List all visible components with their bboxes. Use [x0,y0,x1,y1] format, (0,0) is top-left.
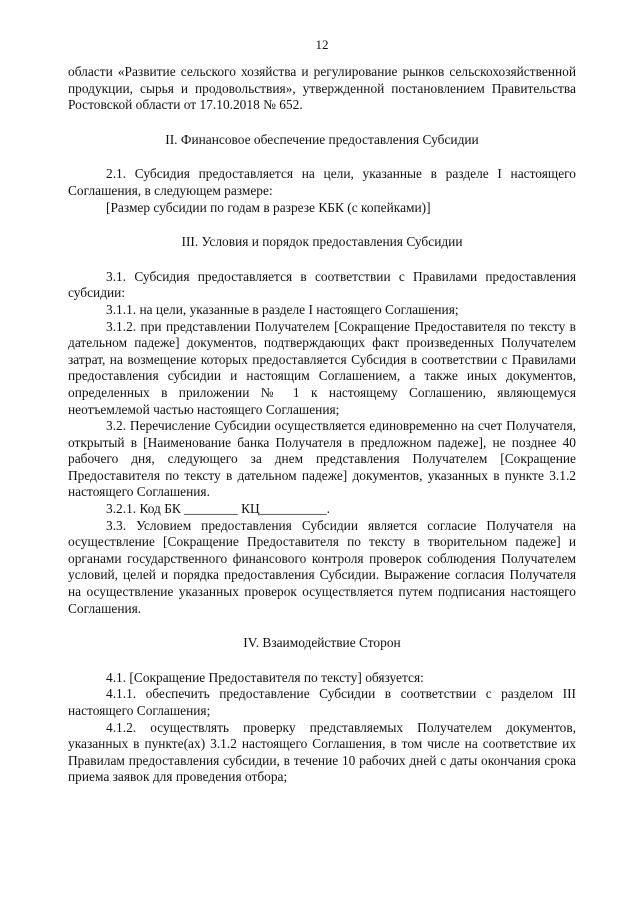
paragraph-3-2: 3.2. Перечисление Субсидии осуществляется единовременно на счет Получателя, открытый в [Наименование банка Получателя в предложном падеже], не позднее 40 рабочего дня, следующего за днем представления Получателем [Сокращение Предоставителя по тексту в дательном падеже] документов, указанных в пункте 3.1.2 настоящего Соглашения. [68,418,576,500]
page-number: 12 [315,37,329,52]
paragraph-2-1: 2.1. Субсидия предоставляется на цели, указанные в разделе I настоящего Соглашения, в следующем размере: [68,166,576,198]
section-heading-4: IV. Взаимодействие Сторон [243,635,401,651]
paragraph-4-1-2: 4.1.2. осуществлять проверку представляемых Получателем документов, указанных в пункте(ах) 3.1.2 настоящего Соглашения, в том числе на соответствие их Правилам предоставления субсидии, в течение 10 рабочих дней с даты окончания срока приема заявок для проведения отбора; [68,719,576,785]
section-heading-3: III. Условия и порядок предоставления Субсидии [181,234,463,250]
section-heading-2: II. Финансовое обеспечение предоставления Субсидии [165,131,479,147]
paragraph-3-3: 3.3. Условием предоставления Субсидии является согласие Получателя на осуществление [Сокращение Предоставителя по тексту в творительном падеже] и органами государственного финансового контроля проверок соблюдения Получателем условий, целей и порядка предоставления Субсидии. Выражение согласия Получателя на осуществление указанных проверок осуществляется путем подписания настоящего Соглашения. [68,517,576,616]
paragraph-subsidy-size-placeholder: [Размер субсидии по годам в разрезе КБК (с копейками)] [106,199,431,215]
paragraph-intro: области «Развитие сельского хозяйства и регулирование рынков сельскохозяйственной продукции, сырья и продовольствия», утвержденной постановлением Правительства Ростовской области от 17.10.2018 № 652. [68,64,576,113]
paragraph-4-1-1: 4.1.1. обеспечить предоставление Субсидии в соответствии с разделом III настоящего Соглашения; [68,686,576,718]
paragraph-3-1-1: 3.1.1. на цели, указанные в разделе I настоящего Соглашения; [106,301,459,317]
paragraph-3-1: 3.1. Субсидия предоставляется в соответствии с Правилами предоставления субсидии: [68,268,576,301]
paragraph-3-2-1: 3.2.1. Код БК ________ КЦ__________. [106,501,330,517]
paragraph-4-1: 4.1. [Сокращение Предоставителя по тексту] обязуется: [106,669,424,685]
paragraph-3-1-2: 3.1.2. при представлении Получателем [Сокращение Предоставителя по тексту в дательном падеже] документов, подтверждающих факт произведенных Получателем затрат, на возмещение которых предоставляется Субсидия в соответствии с Правилами предоставления субсидии и настоящим Соглашением, а также иных документов, определенных в приложении № 1 к настоящему Соглашению, являющемуся неотъемлемой частью настоящего Соглашения; [68,318,576,417]
document-body [68,64,576,786]
